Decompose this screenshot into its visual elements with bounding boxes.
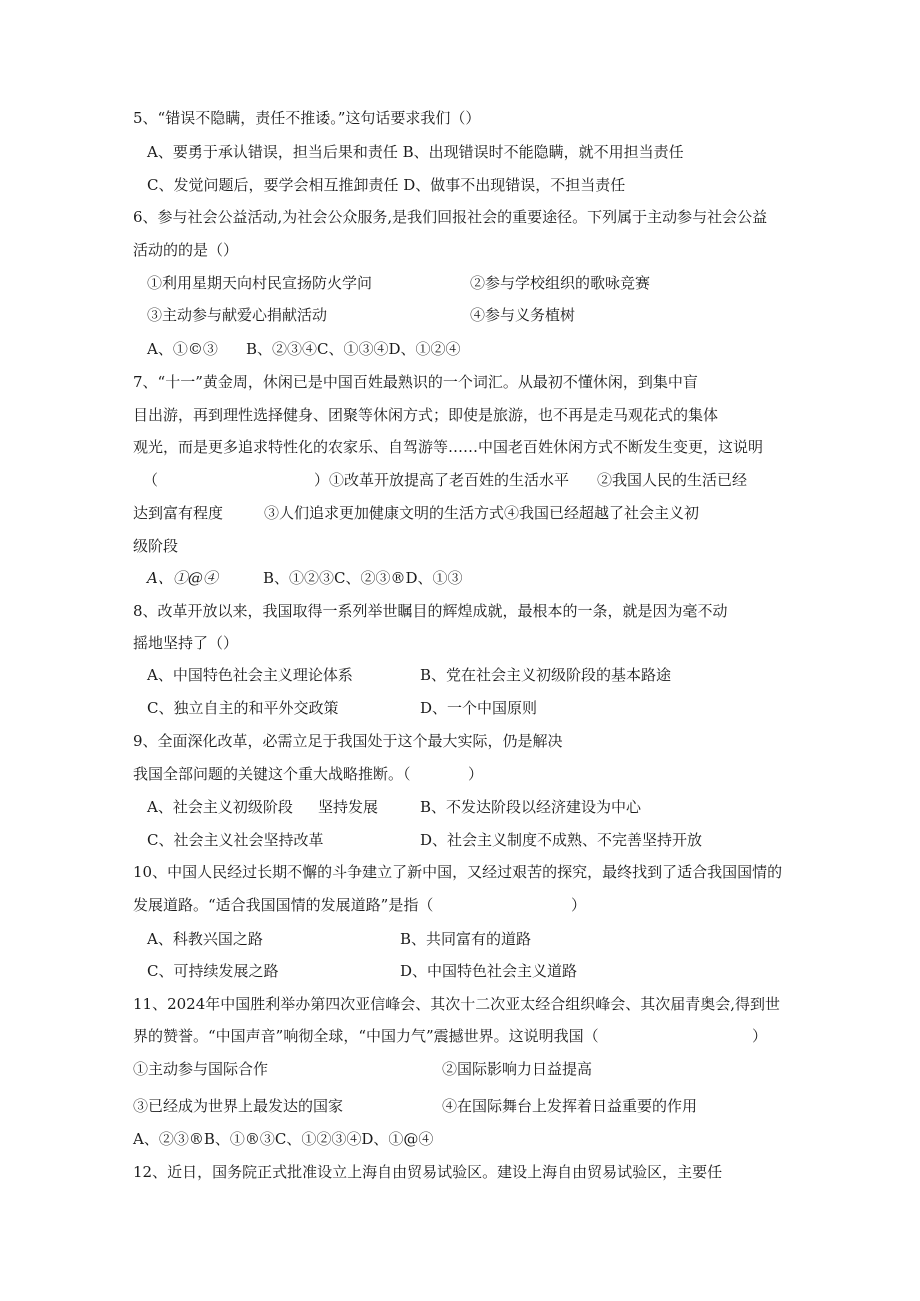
q5-options-ab: A、要勇于承认错误，担当后果和责任 B、出现错误时不能隐瞒，就不用担当责任 [147,143,684,161]
q9-option-c: C、社会主义社会坚持改革 [147,831,324,849]
q7-item-2-cont: 达到富有程度 [133,504,224,522]
q10-option-d: D、中国特色社会主义道路 [400,962,578,980]
q8-option-d: D、一个中国原则 [420,699,538,717]
q10-option-b: B、共同富有的道路 [400,930,532,948]
q9-option-a-cont: 坚持发展 [318,798,379,816]
q8-stem: 8、改革开放以来，我国取得一系列举世瞩目的辉煌成就，最根本的一条，就是因为毫不动 [133,602,728,620]
q11-item-1: ①主动参与国际合作 [133,1060,269,1078]
q7-option-a: A、①@④ [147,569,218,587]
q7-stem: 7、“十一”黄金周，休闲已是中国百姓最熟识的一个词汇。从最初不懂休闲，到集中盲 [133,373,698,391]
q10-paren-close: ） [571,896,587,914]
q11-stem: 11、2024年中国胜利举办第四次亚信峰会、其次十二次亚太经合组织峰会、其次届青奥会,得到世 [133,995,781,1013]
q8-option-a: A、中国特色社会主义理论体系 [147,666,353,684]
q5-options-cd: C、发觉问题后，要学会相互推卸责任 D、做事不出现错误，不担当责任 [147,176,626,194]
q6-item-4: ④参与义务植树 [470,306,576,324]
q7-options-bcd: B、①②③C、②③®D、①③ [263,569,463,587]
q7-stem-cont-1: 目出游，再到理性选择健身、团聚等休闲方式；即使是旅游，也不再是走马观花式的集体 [133,406,719,424]
q11-item-3: ③已经成为世界上最发达的国家 [133,1097,344,1115]
q7-items-3-4: ③人们追求更加健康文明的生活方式④我国已经超越了社会主义初 [264,504,700,522]
q6-item-1: ①利用星期天向村民宣扬防火学问 [147,274,373,292]
q7-item-1: ）①改革开放提高了老百姓的生活水平 [314,471,570,489]
q10-option-a: A、科教兴国之路 [147,930,263,948]
q6-stem-cont: 活动的的是（） [133,241,239,259]
q7-item-4-cont: 级阶段 [133,537,179,555]
q9-option-d: D、社会主义制度不成熟、不完善坚持开放 [420,831,703,849]
q11-item-4: ④在国际舞台上发挥着日益重要的作用 [442,1097,698,1115]
q10-stem-cont: 发展道路。“适合我国国情的发展道路”是指（ [133,896,434,914]
q9-option-b: B、不发达阶段以经济建设为中心 [420,798,642,816]
q9-paren-close: ） [468,765,484,783]
q9-stem: 9、全面深化改革，必需立足于我国处于这个最大实际，仍是解决 [133,732,563,750]
q11-options: A、②③®B、①®③C、①②③④D、①@④ [133,1130,434,1148]
q11-paren-close: ） [752,1027,768,1045]
q6-item-2: ②参与学校组织的歌咏竞赛 [470,274,651,292]
q8-option-b: B、党在社会主义初级阶段的基本路途 [420,666,672,684]
q7-item-2: ②我国人民的生活已经 [597,471,748,489]
q11-stem-cont: 界的赞誉。“中国声音”响彻全球，“中国力气”震撼世界。这说明我国（ [133,1027,599,1045]
q8-option-c: C、独立自主的和平外交政策 [147,699,339,717]
q9-option-a: A、社会主义初级阶段 [147,798,293,816]
q10-stem: 10、中国人民经过长期不懈的斗争建立了新中国，又经过艰苦的探究，最终找到了适合我国国情的 [133,863,783,881]
q8-stem-cont: 摇地坚持了（） [133,634,239,652]
q6-option-a: A、①©③ [147,340,218,358]
q6-stem: 6、参与社会公益活动,为社会公众服务,是我们回报社会的重要途径。下列属于主动参与社会公益 [133,208,768,226]
q6-options-bcd: B、②③④C、①③④D、①②④ [246,340,461,358]
q11-item-2: ②国际影响力日益提高 [442,1060,593,1078]
q10-option-c: C、可持续发展之路 [147,962,279,980]
q9-stem-cont: 我国全部问题的关键这个重大战略推断。（ [133,765,411,783]
q6-item-3: ③主动参与献爱心捐献活动 [147,306,328,324]
q7-paren-open: （ [143,471,159,489]
q12-stem: 12、近日，国务院正式批准设立上海自由贸易试验区。建设上海自由贸易试验区，主要任 [133,1163,723,1181]
q5-stem: 5、“错误不隐瞒，责任不推诿。”这句话要求我们（） [133,109,481,127]
q7-stem-cont-2: 观光，而是更多追求特性化的农家乐、自驾游等……中国老百姓休闲方式不断发生变更，这说明 [133,438,764,456]
